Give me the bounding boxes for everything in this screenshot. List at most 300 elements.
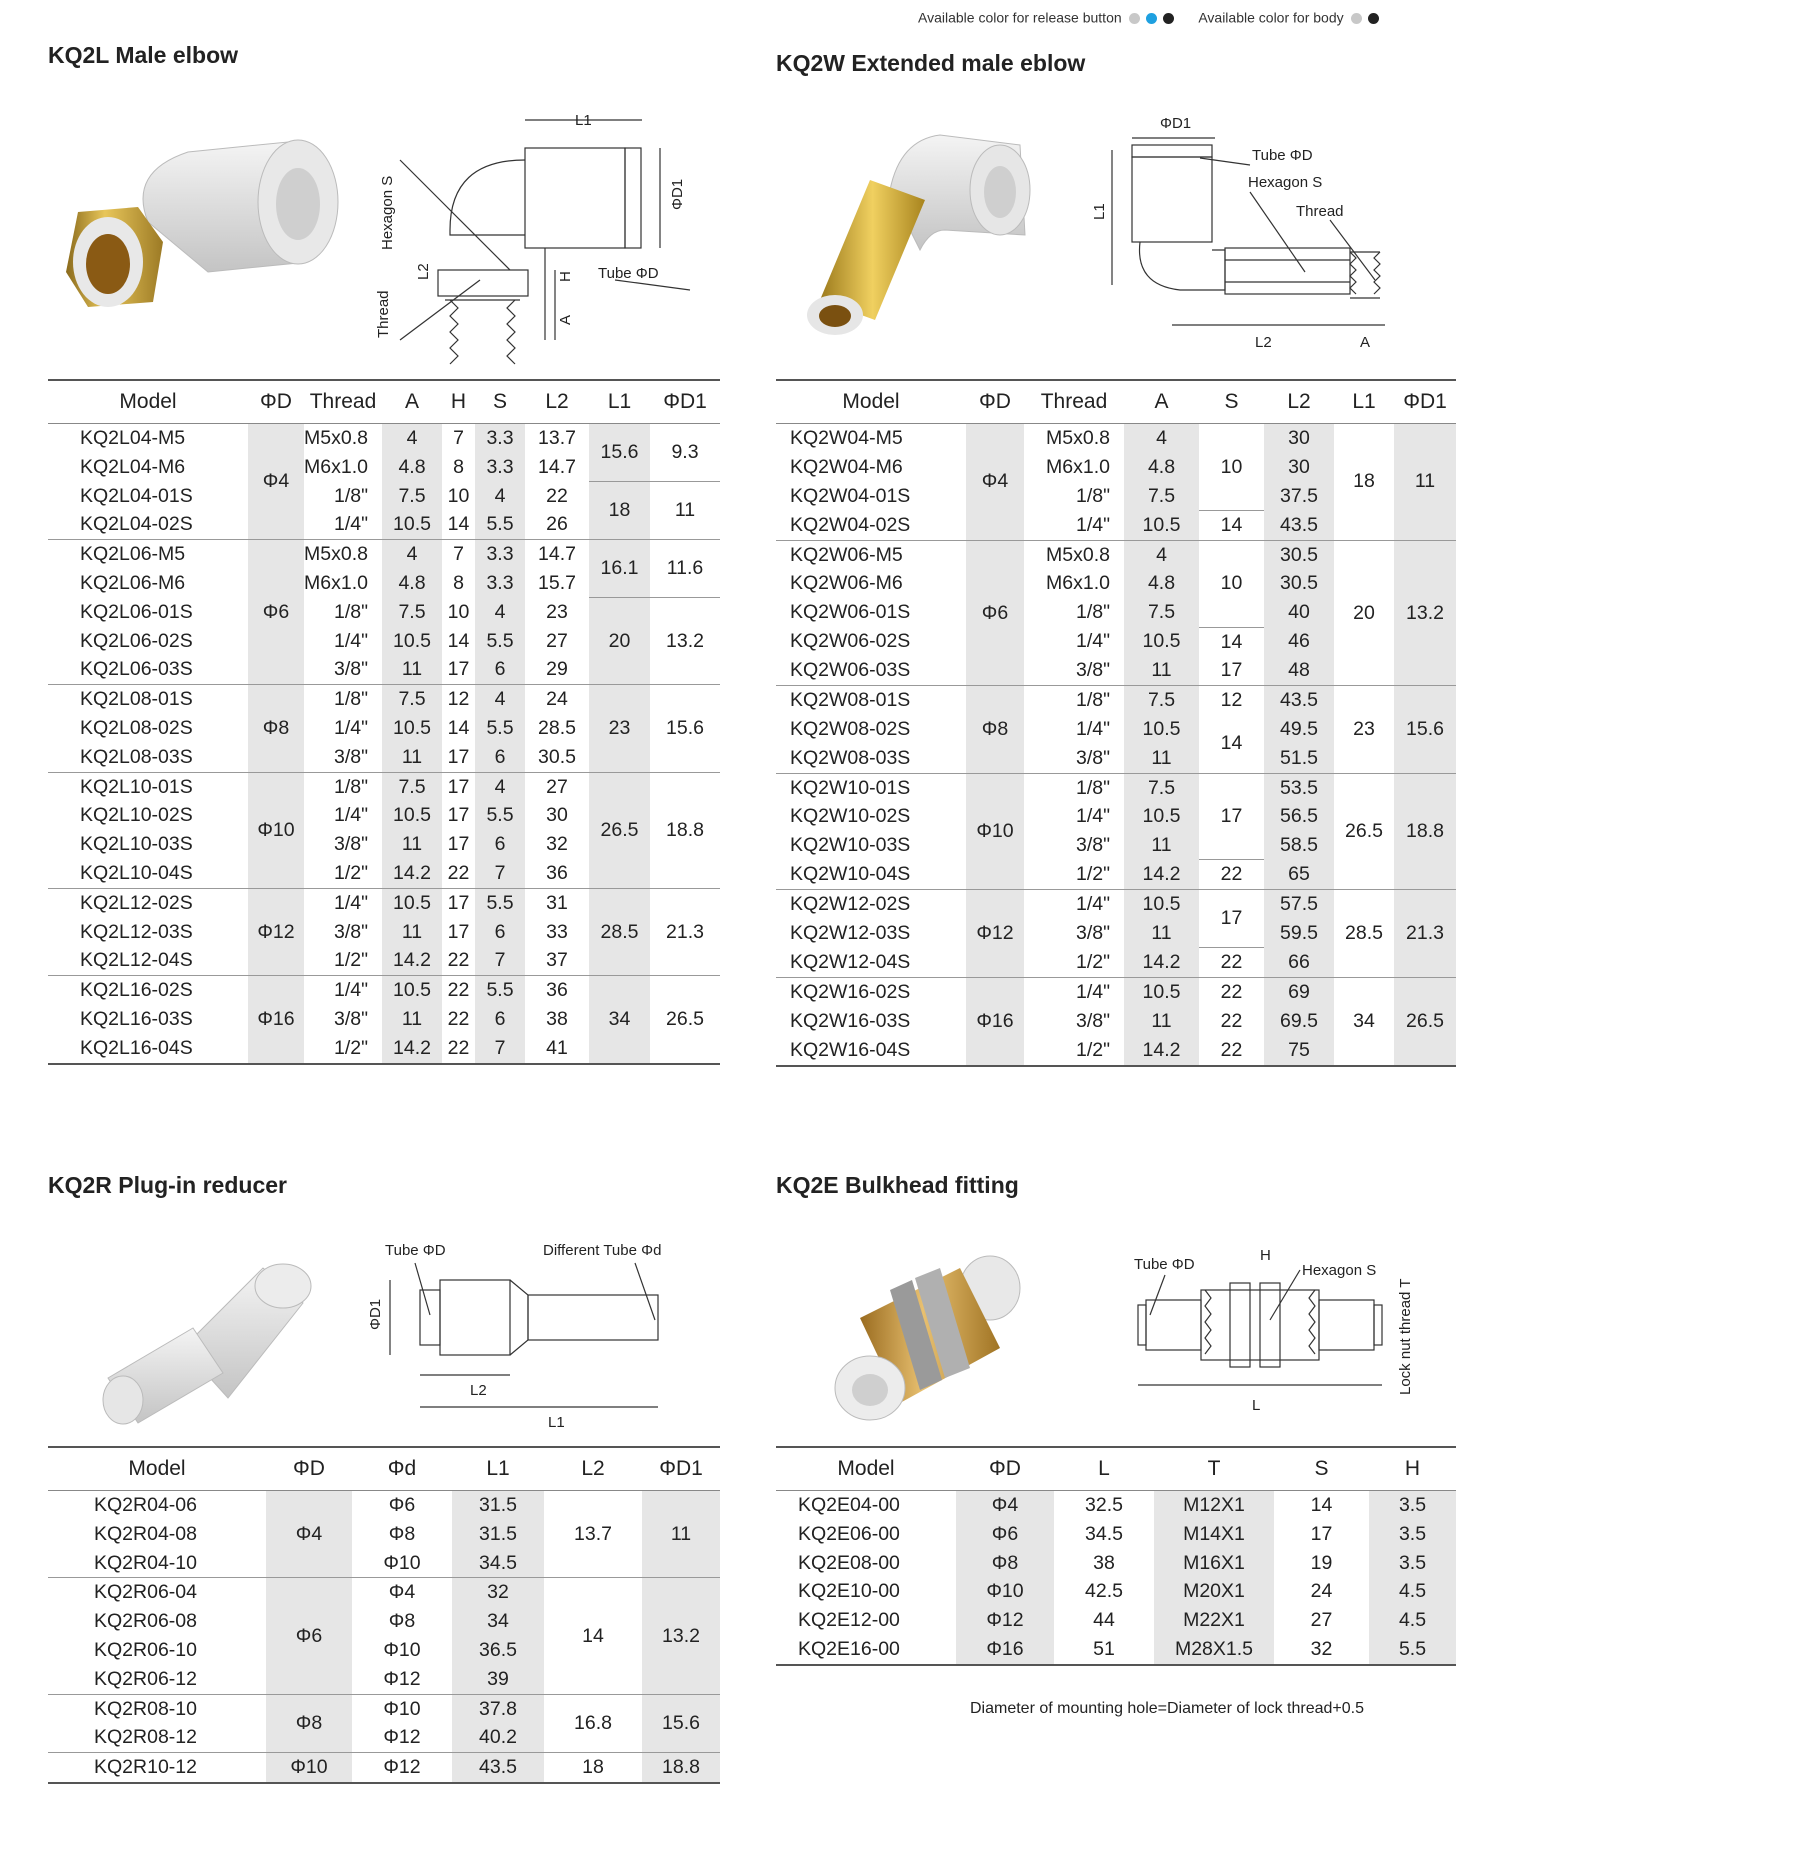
- kq2l-row: [48, 598, 720, 627]
- kq2r-cell-0: KQ2R06-12: [94, 1667, 197, 1690]
- kq2l-cell-4: 17: [442, 888, 475, 917]
- kq2w-label-thread: Thread: [1296, 203, 1344, 220]
- kq2l-cell-0: KQ2L08-01S: [48, 685, 248, 714]
- kq2l-cell-6: 29: [546, 658, 568, 681]
- kq2w-header-3: A: [1124, 380, 1199, 424]
- kq2l-cell-4: 14: [447, 716, 470, 739]
- kq2l-cell-3: 10.5: [382, 801, 442, 830]
- kq2l-cell-2: 3/8": [333, 1007, 368, 1030]
- kq2l-cell-3: 7.5: [382, 598, 442, 627]
- kq2l-cell-3: 11: [382, 1005, 442, 1034]
- kq2w-cell-3: 4: [1124, 424, 1199, 453]
- kq2r-spec-table: [48, 1446, 720, 1784]
- kq2e-spec-table: [776, 1446, 1456, 1666]
- kq2w-cell-5: 46: [1264, 627, 1334, 656]
- kq2w-row: [776, 890, 1456, 919]
- kq2r-cell-5: 18.8: [642, 1753, 720, 1783]
- kq2l-cell-3: 7.5: [382, 482, 442, 511]
- kq2e-row: [776, 1520, 1456, 1549]
- kq2e-cell-1: Φ12: [956, 1606, 1054, 1635]
- kq2l-cell-6: 31: [525, 888, 589, 917]
- kq2l-cell-1: Φ4: [248, 424, 304, 540]
- kq2l-cell-4: 14: [447, 513, 470, 536]
- kq2l-cell-4: 7: [453, 427, 464, 449]
- kq2e-cell-1: Φ8: [956, 1549, 1054, 1578]
- kq2w-cell-3: 4.8: [1124, 453, 1199, 482]
- kq2w-cell-2: 1/4": [1024, 978, 1124, 1007]
- kq2w-row: [776, 540, 1456, 569]
- kq2l-label-tube: Tube ΦD: [598, 265, 659, 282]
- kq2r-cell-2: Φ10: [352, 1694, 452, 1723]
- kq2e-cell-0: KQ2E12-00: [798, 1609, 900, 1632]
- kq2e-cell-1: Φ10: [956, 1577, 1054, 1606]
- kq2l-cell-2: M6x1.0: [304, 571, 368, 594]
- kq2e-cell-2: 51: [1054, 1635, 1154, 1665]
- kq2w-cell-0: KQ2W06-M6: [790, 572, 903, 595]
- kq2l-cell-6: 14.7: [538, 455, 576, 478]
- kq2e-cell-4: 14: [1310, 1494, 1333, 1516]
- kq2w-cell-0: KQ2W12-02S: [776, 890, 966, 919]
- kq2l-cell-0: KQ2L08-03S: [80, 745, 193, 768]
- kq2l-cell-2: 1/8": [304, 685, 382, 714]
- kq2l-cell-2: 3/8": [333, 658, 368, 681]
- kq2l-cell-8: 26.5: [650, 976, 720, 1064]
- kq2l-row: [48, 685, 720, 714]
- kq2l-cell-7: 28.5: [589, 888, 650, 975]
- color-swatch-body-1: [1368, 13, 1379, 24]
- kq2l-cell-5: 5.5: [475, 976, 525, 1005]
- kq2w-cell-6: 28.5: [1334, 890, 1394, 978]
- kq2l-cell-3: 4: [382, 424, 442, 453]
- kq2e-cell-3: M14X1: [1154, 1520, 1274, 1549]
- kq2l-cell-6: 30.5: [538, 745, 576, 768]
- kq2e-cell-0: KQ2E04-00: [798, 1494, 900, 1516]
- kq2l-cell-0: KQ2L04-02S: [80, 513, 193, 536]
- kq2w-header-1: ΦD: [966, 380, 1024, 424]
- kq2w-cell-4: 22: [1199, 948, 1264, 978]
- kq2w-cell-1: Φ4: [966, 424, 1024, 541]
- kq2r-cell-2: Φ8: [388, 1610, 416, 1633]
- kq2e-cell-3: M20X1: [1154, 1577, 1274, 1606]
- kq2l-cell-0: KQ2L10-01S: [48, 772, 248, 801]
- kq2l-cell-5: 4: [475, 772, 525, 801]
- kq2w-cell-2: M5x0.8: [1024, 540, 1124, 569]
- kq2r-cell-2: Φ12: [383, 1726, 421, 1749]
- kq2e-label-l: L: [1252, 1397, 1261, 1414]
- kq2l-header-0: Model: [48, 380, 248, 424]
- kq2w-cell-0: KQ2W16-02S: [776, 978, 966, 1007]
- kq2w-product-photo: [790, 120, 1050, 340]
- kq2w-cell-2: M6x1.0: [1046, 572, 1110, 595]
- kq2l-cell-4: 17: [447, 833, 470, 856]
- kq2w-cell-2: 1/2": [1024, 1036, 1124, 1066]
- kq2r-cell-3: 34.5: [452, 1549, 544, 1578]
- kq2l-label-l2: L2: [415, 263, 432, 280]
- kq2l-cell-6: 33: [546, 920, 568, 943]
- kq2l-cell-6: 26: [546, 513, 568, 536]
- kq2w-cell-3: 10.5: [1124, 802, 1199, 831]
- kq2r-cell-4: 14: [544, 1578, 642, 1694]
- kq2l-cell-4: 14: [447, 629, 470, 652]
- kq2l-cell-7: 26.5: [589, 772, 650, 888]
- kq2l-header-8: ΦD1: [650, 380, 720, 424]
- kq2w-cell-4: 12: [1199, 686, 1264, 715]
- kq2l-cell-6: 37: [546, 949, 568, 972]
- kq2l-cell-4: 22: [442, 976, 475, 1005]
- kq2l-cell-7: 18: [589, 482, 650, 540]
- kq2l-cell-3: 7.5: [382, 685, 442, 714]
- kq2w-cell-4: 17: [1199, 773, 1264, 860]
- kq2e-cell-4: 17: [1310, 1522, 1333, 1545]
- kq2w-cell-4: 17: [1220, 659, 1243, 682]
- kq2w-header-2: Thread: [1024, 380, 1124, 424]
- kq2l-row: [48, 888, 720, 917]
- kq2w-cell-6: 26.5: [1334, 773, 1394, 890]
- kq2r-cell-5: 13.2: [642, 1578, 720, 1694]
- kq2w-cell-0: KQ2W06-03S: [790, 659, 911, 682]
- kq2l-cell-5: 6: [475, 655, 525, 684]
- kq2w-cell-2: 1/4": [1075, 805, 1110, 828]
- kq2e-header-5: H: [1369, 1447, 1456, 1491]
- kq2w-cell-7: 21.3: [1394, 890, 1456, 978]
- kq2l-cell-3: 10.5: [382, 627, 442, 656]
- kq2w-cell-7: 26.5: [1394, 978, 1456, 1066]
- kq2r-cell-0: KQ2R04-08: [94, 1522, 197, 1545]
- kq2r-cell-2: Φ8: [388, 1522, 416, 1545]
- kq2l-cell-0: KQ2L12-03S: [80, 920, 193, 943]
- kq2r-cell-3: 37.8: [452, 1694, 544, 1723]
- kq2l-cell-3: 10.5: [382, 510, 442, 539]
- kq2l-cell-6: 36: [525, 976, 589, 1005]
- kq2w-header-0: Model: [776, 380, 966, 424]
- kq2w-cell-5: 48: [1264, 656, 1334, 685]
- kq2l-cell-5: 6: [475, 830, 525, 859]
- kq2w-row: [776, 424, 1456, 453]
- kq2w-label-l2: L2: [1255, 334, 1272, 351]
- kq2l-cell-5: 7: [475, 946, 525, 975]
- kq2r-header-0: Model: [48, 1447, 266, 1491]
- kq2r-header-2: Φd: [352, 1447, 452, 1491]
- kq2l-cell-2: 3/8": [333, 745, 368, 768]
- kq2l-cell-5: 5.5: [475, 888, 525, 917]
- kq2w-cell-3: 10.5: [1124, 715, 1199, 744]
- kq2l-cell-8: 11.6: [650, 540, 720, 598]
- kq2w-cell-4: 22: [1199, 1036, 1264, 1066]
- kq2w-header-7: ΦD1: [1394, 380, 1456, 424]
- kq2e-row: [776, 1491, 1456, 1520]
- color-availability-note: [918, 8, 1438, 30]
- kq2w-dimension-diagram: [1080, 110, 1420, 360]
- kq2w-cell-0: KQ2W04-01S: [790, 484, 911, 507]
- kq2w-cell-0: KQ2W04-M5: [790, 427, 903, 449]
- kq2w-cell-3: 11: [1124, 656, 1199, 685]
- kq2w-cell-4: 22: [1199, 978, 1264, 1007]
- kq2e-row: [776, 1635, 1456, 1665]
- body-color-label: Available color for body: [1198, 9, 1344, 26]
- kq2l-cell-6: 23: [546, 600, 568, 623]
- kq2e-label-tube: Tube ΦD: [1134, 1256, 1195, 1273]
- kq2l-cell-4: 22: [442, 1034, 475, 1064]
- kq2w-cell-2: 3/8": [1075, 922, 1110, 945]
- kq2w-cell-4: 10: [1220, 455, 1243, 478]
- kq2l-label-d1: ΦD1: [669, 178, 686, 210]
- kq2l-cell-8: 21.3: [650, 888, 720, 975]
- kq2e-header-0: Model: [776, 1447, 956, 1491]
- kq2r-cell-1: Φ6: [266, 1578, 352, 1694]
- kq2w-cell-3: 11: [1124, 919, 1199, 948]
- kq2l-cell-0: KQ2L16-03S: [80, 1007, 193, 1030]
- kq2l-header-6: L2: [525, 380, 589, 424]
- kq2w-cell-2: 1/8": [1024, 773, 1124, 802]
- kq2w-label-a: A: [1360, 334, 1371, 351]
- kq2l-cell-2: 1/8": [333, 600, 368, 623]
- kq2l-cell-1: Φ12: [248, 888, 304, 975]
- kq2w-label-l1: L1: [1091, 203, 1108, 220]
- kq2l-product-photo: [58, 112, 338, 322]
- kq2e-label-hex: Hexagon S: [1302, 1262, 1377, 1279]
- kq2l-cell-3: 14.2: [382, 859, 442, 888]
- kq2w-cell-3: 7.5: [1124, 482, 1199, 511]
- kq2w-cell-1: Φ6: [966, 540, 1024, 685]
- kq2l-cell-5: 6: [475, 1005, 525, 1034]
- kq2r-header-4: L2: [544, 1447, 642, 1491]
- kq2w-cell-3: 11: [1124, 1007, 1199, 1036]
- kq2l-cell-1: Φ8: [248, 685, 304, 772]
- kq2l-cell-2: 3/8": [333, 920, 368, 943]
- kq2l-cell-5: 5.5: [475, 627, 525, 656]
- color-swatch-body-0: [1351, 13, 1362, 24]
- kq2w-cell-4: 14: [1220, 732, 1243, 755]
- kq2l-cell-5: 3.3: [475, 540, 525, 569]
- kq2w-title: KQ2W Extended male eblow: [776, 50, 1086, 76]
- kq2l-cell-4: 22: [447, 861, 470, 884]
- kq2l-cell-5: 6: [475, 743, 525, 772]
- kq2l-title: KQ2L Male elbow: [48, 42, 239, 68]
- kq2w-cell-5: 43.5: [1264, 510, 1334, 540]
- kq2w-cell-0: KQ2W10-02S: [790, 805, 911, 828]
- kq2l-cell-4: 7: [442, 540, 475, 569]
- kq2l-header-4: H: [442, 380, 475, 424]
- kq2l-cell-4: 10: [447, 484, 470, 507]
- kq2r-cell-1: Φ8: [266, 1694, 352, 1753]
- kq2l-cell-2: 1/2": [304, 1034, 382, 1064]
- kq2w-cell-5: 75: [1264, 1036, 1334, 1066]
- kq2r-cell-2: Φ4: [352, 1578, 452, 1607]
- kq2w-cell-5: 53.5: [1264, 773, 1334, 802]
- kq2w-cell-1: Φ16: [966, 978, 1024, 1066]
- kq2r-header-1: ΦD: [266, 1447, 352, 1491]
- release-color-label: Available color for release button: [918, 9, 1122, 26]
- kq2r-cell-4: 16.8: [544, 1694, 642, 1753]
- kq2w-cell-7: 15.6: [1394, 686, 1456, 773]
- kq2w-cell-4: 22: [1220, 1009, 1243, 1032]
- kq2l-cell-5: 3.3: [475, 424, 525, 453]
- kq2w-cell-1: Φ8: [966, 686, 1024, 773]
- kq2w-header-5: L2: [1264, 380, 1334, 424]
- kq2w-row: [776, 773, 1456, 802]
- kq2w-cell-5: 37.5: [1264, 482, 1334, 511]
- kq2l-cell-8: 13.2: [650, 598, 720, 685]
- kq2r-cell-3: 43.5: [452, 1753, 544, 1783]
- kq2l-cell-2: 1/2": [333, 861, 368, 884]
- kq2r-cell-0: KQ2R08-12: [94, 1726, 197, 1749]
- kq2w-cell-6: 20: [1334, 540, 1394, 685]
- kq2w-cell-0: KQ2W04-02S: [790, 513, 911, 536]
- kq2r-header-5: ΦD1: [642, 1447, 720, 1491]
- kq2r-cell-3: 31.5: [452, 1491, 544, 1520]
- kq2w-cell-2: M5x0.8: [1046, 427, 1110, 449]
- kq2l-cell-1: Φ10: [248, 772, 304, 888]
- kq2w-row: [776, 978, 1456, 1007]
- kq2r-cell-3: 36.5: [452, 1636, 544, 1665]
- kq2w-cell-0: KQ2W06-02S: [790, 630, 911, 653]
- kq2l-cell-2: 1/8": [304, 772, 382, 801]
- kq2l-cell-7: 20: [589, 598, 650, 685]
- kq2e-label-h: H: [1260, 1247, 1271, 1264]
- kq2e-cell-1: Φ6: [956, 1520, 1054, 1549]
- kq2e-cell-4: 32: [1274, 1635, 1369, 1665]
- kq2r-cell-0: KQ2R06-04: [48, 1578, 266, 1607]
- kq2l-header-3: A: [382, 380, 442, 424]
- kq2l-cell-6: 27: [525, 772, 589, 801]
- kq2w-cell-1: Φ10: [966, 773, 1024, 890]
- kq2e-header-1: ΦD: [956, 1447, 1054, 1491]
- kq2l-cell-6: 27: [546, 629, 568, 652]
- kq2e-cell-3: M28X1.5: [1154, 1635, 1274, 1665]
- kq2w-cell-5: 30.5: [1264, 540, 1334, 569]
- kq2l-cell-5: 5.5: [475, 801, 525, 830]
- kq2e-cell-2: 44: [1093, 1609, 1115, 1632]
- kq2w-cell-0: KQ2W08-03S: [790, 746, 911, 769]
- kq2w-cell-3: 7.5: [1124, 598, 1199, 627]
- kq2w-cell-0: KQ2W10-03S: [790, 834, 911, 857]
- kq2l-cell-4: 10: [447, 600, 470, 623]
- kq2l-cell-6: 28.5: [538, 716, 576, 739]
- kq2l-cell-0: KQ2L12-04S: [80, 949, 193, 972]
- kq2w-cell-4: 10: [1199, 540, 1264, 627]
- kq2l-row: [48, 482, 720, 511]
- kq2l-dimension-diagram: [370, 100, 710, 350]
- kq2e-cell-2: 32.5: [1085, 1494, 1123, 1516]
- kq2w-cell-5: 51.5: [1264, 744, 1334, 773]
- kq2l-cell-5: 3.3: [475, 569, 525, 598]
- kq2l-cell-8: 9.3: [671, 441, 699, 464]
- kq2l-cell-5: 6: [475, 918, 525, 947]
- kq2e-cell-2: 34.5: [1085, 1522, 1123, 1545]
- kq2r-cell-2: Φ12: [352, 1753, 452, 1783]
- kq2l-row: [48, 772, 720, 801]
- kq2w-header-6: L1: [1334, 380, 1394, 424]
- kq2l-cell-2: 3/8": [333, 833, 368, 856]
- kq2r-cell-4: 18: [544, 1753, 642, 1783]
- kq2l-cell-3: 4.8: [382, 453, 442, 482]
- kq2r-cell-3: 31.5: [452, 1520, 544, 1549]
- kq2l-cell-2: 1/4": [304, 976, 382, 1005]
- kq2e-header-4: S: [1274, 1447, 1369, 1491]
- kq2w-cell-2: 1/8": [1075, 484, 1110, 507]
- kq2w-cell-3: 11: [1124, 744, 1199, 773]
- kq2r-cell-0: KQ2R04-10: [94, 1551, 197, 1574]
- kq2w-cell-2: 1/2": [1075, 951, 1110, 974]
- kq2l-cell-4: 17: [447, 920, 470, 943]
- kq2w-cell-5: 40: [1264, 598, 1334, 627]
- kq2w-cell-3: 10.5: [1124, 978, 1199, 1007]
- kq2e-cell-5: 5.5: [1369, 1635, 1456, 1665]
- kq2w-cell-3: 10.5: [1124, 890, 1199, 919]
- kq2r-header-3: L1: [452, 1447, 544, 1491]
- kq2e-cell-4: 27: [1310, 1609, 1333, 1632]
- kq2r-cell-5: 15.6: [642, 1694, 720, 1753]
- kq2l-cell-6: 24: [525, 685, 589, 714]
- kq2l-label-a: A: [557, 314, 574, 325]
- kq2r-title: KQ2R Plug-in reducer: [48, 1172, 287, 1198]
- kq2e-dimension-diagram: [1120, 1245, 1440, 1435]
- kq2l-cell-0: KQ2L16-04S: [48, 1034, 248, 1064]
- kq2l-cell-0: KQ2L06-M6: [80, 571, 186, 594]
- kq2l-cell-0: KQ2L08-02S: [80, 716, 193, 739]
- kq2l-cell-0: KQ2L06-02S: [80, 629, 193, 652]
- kq2r-row: [48, 1694, 720, 1723]
- kq2e-cell-3: M12X1: [1154, 1491, 1274, 1520]
- kq2r-cell-3: 39: [452, 1665, 544, 1694]
- kq2l-cell-5: 7: [475, 859, 525, 888]
- kq2l-cell-6: 32: [546, 833, 568, 856]
- kq2w-cell-5: 59.5: [1264, 919, 1334, 948]
- kq2e-cell-5: 4.5: [1369, 1606, 1456, 1635]
- kq2w-cell-0: KQ2W08-02S: [790, 717, 911, 740]
- kq2w-cell-3: 14.2: [1124, 948, 1199, 978]
- kq2e-row: [776, 1577, 1456, 1606]
- kq2r-label-tube: Tube ΦD: [385, 1242, 446, 1259]
- kq2l-cell-7: 34: [589, 976, 650, 1064]
- kq2r-cell-0: KQ2R06-10: [94, 1638, 197, 1661]
- kq2r-cell-0: KQ2R04-06: [94, 1494, 197, 1516]
- kq2w-cell-3: 4.8: [1124, 569, 1199, 598]
- kq2l-cell-0: KQ2L06-03S: [80, 658, 193, 681]
- color-swatch-release-2: [1163, 13, 1174, 24]
- kq2w-cell-2: 3/8": [1075, 834, 1110, 857]
- kq2e-cell-5: 3.5: [1369, 1491, 1456, 1520]
- kq2r-cell-3: 40.2: [452, 1723, 544, 1752]
- kq2w-cell-2: 3/8": [1075, 1009, 1110, 1032]
- color-swatch-release-0: [1129, 13, 1140, 24]
- kq2w-cell-0: KQ2W10-04S: [790, 863, 911, 886]
- kq2l-cell-4: 22: [447, 1007, 470, 1030]
- kq2l-cell-5: 7: [475, 1034, 525, 1064]
- kq2w-cell-3: 7.5: [1124, 773, 1199, 802]
- kq2l-cell-0: KQ2L10-02S: [80, 804, 193, 827]
- kq2e-cell-0: KQ2E06-00: [798, 1522, 900, 1545]
- kq2w-cell-0: KQ2W16-03S: [790, 1009, 911, 1032]
- kq2w-cell-5: 43.5: [1264, 686, 1334, 715]
- kq2l-cell-6: 41: [525, 1034, 589, 1064]
- kq2l-header-2: Thread: [304, 380, 382, 424]
- kq2r-cell-1: Φ4: [266, 1491, 352, 1578]
- kq2l-cell-3: 4: [382, 540, 442, 569]
- kq2w-cell-0: KQ2W08-01S: [776, 686, 966, 715]
- kq2e-cell-4: 24: [1310, 1580, 1333, 1603]
- kq2e-cell-3: M16X1: [1154, 1549, 1274, 1578]
- kq2e-cell-5: 3.5: [1369, 1520, 1456, 1549]
- kq2w-cell-1: Φ12: [966, 890, 1024, 978]
- kq2l-cell-1: Φ16: [248, 976, 304, 1064]
- kq2l-spec-table: [48, 379, 720, 1065]
- kq2l-cell-1: Φ6: [248, 540, 304, 685]
- kq2l-cell-3: 11: [382, 918, 442, 947]
- kq2l-cell-2: 1/4": [333, 716, 368, 739]
- kq2w-cell-3: 14.2: [1124, 860, 1199, 890]
- kq2l-cell-3: 14.2: [382, 1034, 442, 1064]
